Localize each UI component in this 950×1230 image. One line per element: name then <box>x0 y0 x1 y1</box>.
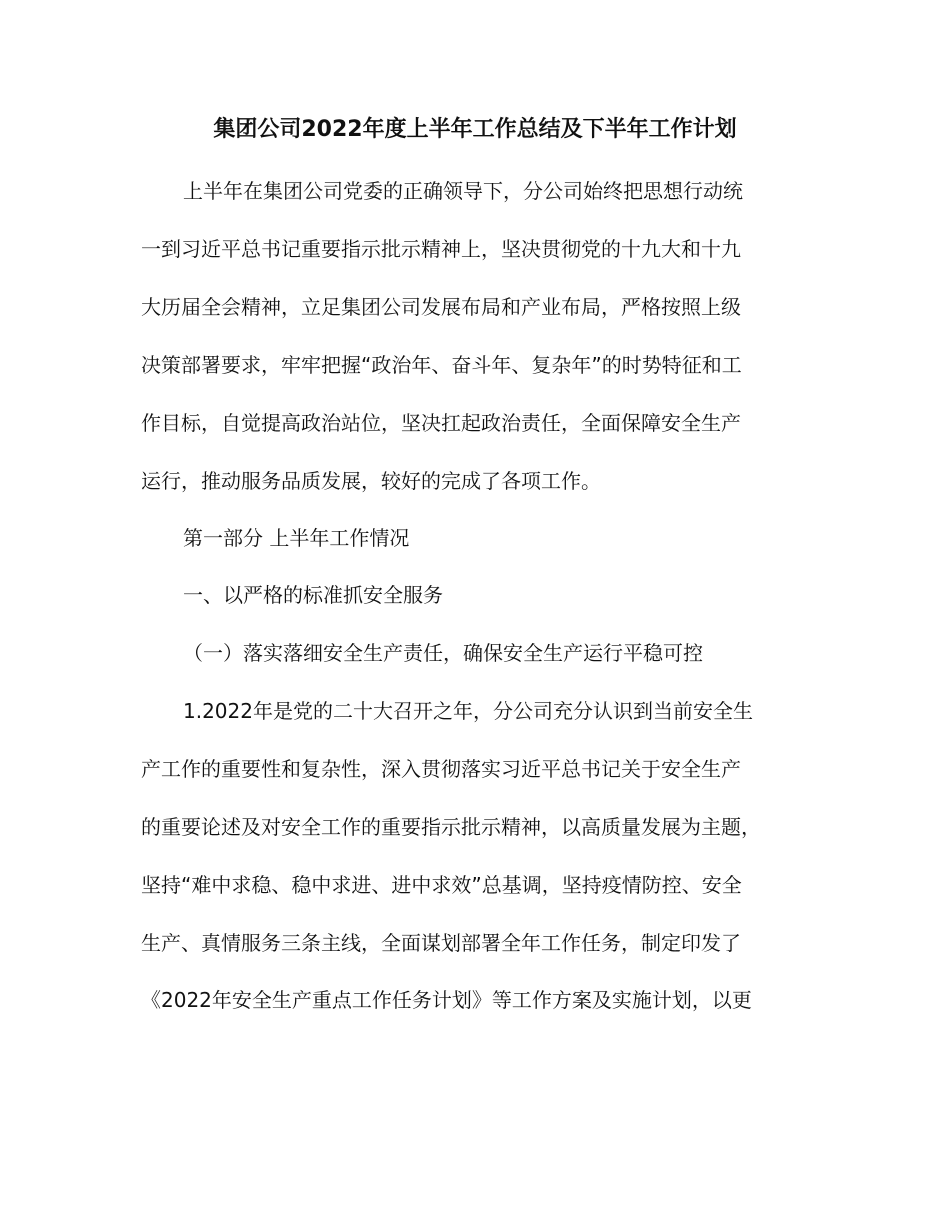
paragraph-line: 运行，推动服务品质发展，较好的完成了各项工作。 <box>141 469 601 493</box>
paragraph-line: 大历届全会精神，立足集团公司发展布局和产业布局，严格按照上级 <box>141 295 741 319</box>
paragraph-line: 产工作的重要性和复杂性，深入贯彻落实习近平总书记关于安全生产 <box>141 757 741 781</box>
paragraph-line: 坚持“难中求稳、稳中求进、进中求效”总基调，坚持疫情防控、安全 <box>141 873 742 897</box>
paragraph-line: 作目标，自觉提高政治站位，坚决扛起政治责任，全面保障安全生产 <box>141 411 741 435</box>
paragraph-line: 《2022年安全生产重点工作任务计划》等工作方案及实施计划，以更 <box>141 988 752 1012</box>
paragraph-line: 上半年在集团公司党委的正确领导下，分公司始终把思想行动统 <box>183 179 743 203</box>
subsubsection-heading: （一）落实落细安全生产责任，确保安全生产运行平稳可控 <box>183 641 703 665</box>
subsection-heading: 一、以严格的标准抓安全服务 <box>183 583 443 607</box>
paragraph-line: 1.2022年是党的二十大召开之年，分公司充分认识到当前安全生 <box>183 699 753 723</box>
document-title: 集团公司2022年度上半年工作总结及下半年工作计划 <box>213 117 737 142</box>
paragraph-line: 的重要论述及对安全工作的重要指示批示精神，以高质量发展为主题， <box>141 815 761 839</box>
paragraph-line: 一到习近平总书记重要指示批示精神上，坚决贯彻党的十九大和十九 <box>141 237 741 261</box>
paragraph-line: 生产、真情服务三条主线，全面谋划部署全年工作任务，制定印发了 <box>141 931 741 955</box>
section-heading: 第一部分 上半年工作情况 <box>183 526 410 550</box>
paragraph-line: 决策部署要求，牢牢把握“政治年、奋斗年、复杂年”的时势特征和工 <box>141 353 742 377</box>
